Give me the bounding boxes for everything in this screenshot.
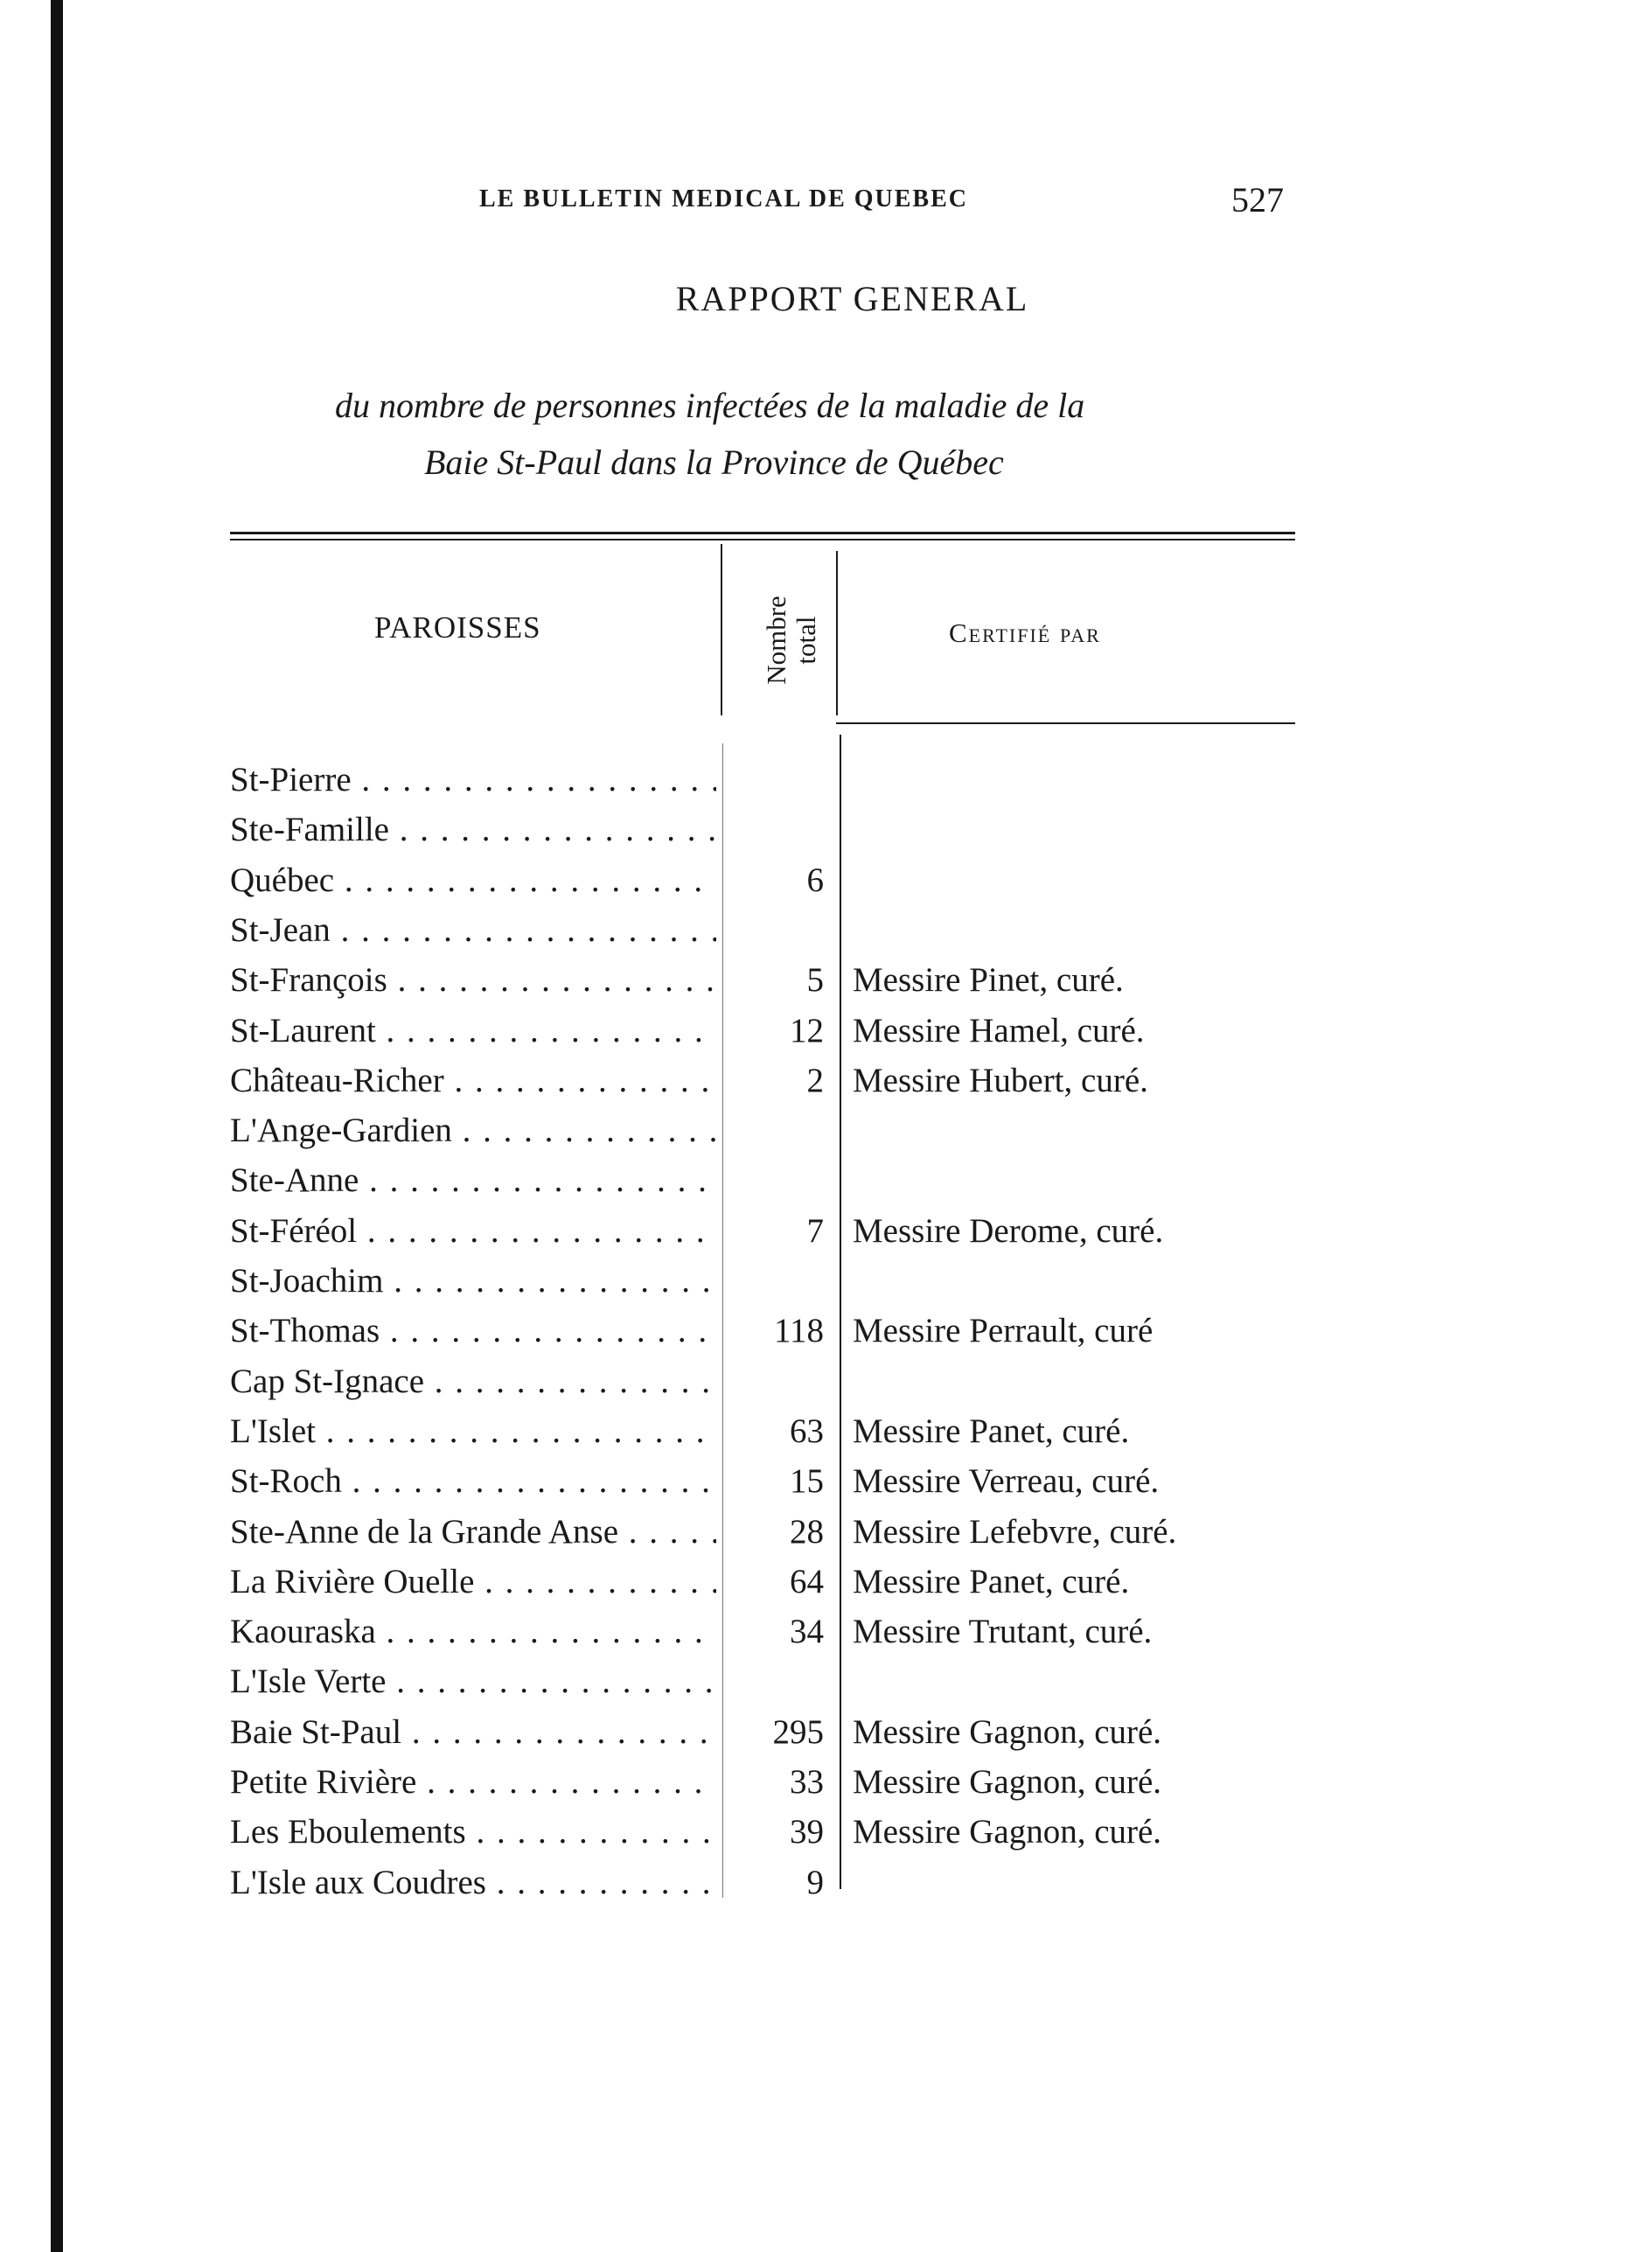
table-row (0, 856, 1652, 905)
infected-count: 33 (790, 1763, 824, 1801)
infected-count: 39 (790, 1813, 824, 1851)
parish-name: Les Eboulements . . . (230, 1808, 716, 1857)
table-row (0, 956, 1652, 1005)
header-bottom-rule (836, 722, 1295, 724)
table-row (0, 1457, 1652, 1506)
parish-name: Ste-Anne . . . (230, 1156, 716, 1205)
parish-name: St-Jean . . . (230, 906, 716, 955)
infected-count: 63 (790, 1412, 824, 1450)
parish-name: Kaouraska . . . (230, 1607, 716, 1656)
parish-name: St-Joachim . . . (230, 1257, 716, 1306)
table-row (0, 1307, 1652, 1356)
table-row (0, 805, 1652, 854)
table-row (0, 1558, 1652, 1607)
infected-count: 118 (773, 1312, 824, 1350)
certified-by: Messire Pinet, curé. (853, 961, 1124, 1000)
certified-by: Messire Perrault, curé (853, 1312, 1154, 1350)
certified-by: Messire Verreau, curé. (853, 1462, 1160, 1501)
page-number: 527 (1231, 180, 1284, 220)
parish-name: Québec . . . (230, 856, 716, 905)
infected-count: 6 (806, 861, 824, 899)
certified-by: Messire Derome, curé. (853, 1211, 1164, 1250)
table-top-rule-second (230, 539, 1295, 540)
certified-by: Messire Trutant, curé. (853, 1613, 1153, 1651)
parish-name: St-Féréol . . . (230, 1207, 716, 1256)
table-row (0, 1808, 1652, 1857)
infected-count: 28 (790, 1512, 824, 1551)
table-row (0, 1508, 1652, 1557)
running-title: LE BULLETIN MEDICAL DE QUEBEC (479, 185, 969, 213)
column-header-paroisses: PAROISSES (374, 610, 541, 645)
table-row (0, 1007, 1652, 1056)
certified-by: Messire Panet, curé. (853, 1412, 1130, 1450)
parish-name: L'Isle Verte . . . (230, 1657, 716, 1706)
certified-by: Messire Lefebvre, curé. (853, 1512, 1177, 1551)
table-row (0, 1657, 1652, 1706)
table-row (0, 1858, 1652, 1907)
infected-count: 9 (806, 1863, 824, 1901)
infected-count: 12 (790, 1011, 824, 1049)
parish-name: Petite Rivière . . . (230, 1758, 716, 1807)
column-divider-2 (836, 551, 838, 715)
parish-name: Château-Richer . . . (230, 1056, 716, 1105)
table-row (0, 1607, 1652, 1656)
table-row (0, 1407, 1652, 1456)
table-row (0, 906, 1652, 955)
certified-by: Messire Panet, curé. (853, 1562, 1130, 1600)
parish-name: St-Thomas . . . (230, 1307, 716, 1356)
certified-by: Messire Gagnon, curé. (853, 1813, 1162, 1851)
table-top-rule (230, 532, 1295, 534)
parish-name: Cap St-Ignace . . . (230, 1357, 716, 1406)
parish-name: St-Roch . . . (230, 1457, 716, 1506)
infected-count: 64 (790, 1562, 824, 1600)
certified-by: Messire Gagnon, curé. (853, 1763, 1162, 1801)
parish-name: L'Isle aux Coudres . . . (230, 1858, 716, 1907)
parish-name: St-Pierre . . . (230, 756, 716, 805)
infected-count: 2 (806, 1061, 824, 1099)
table-row (0, 1357, 1652, 1406)
parish-name: Ste-Anne de la Grande Anse . . . (230, 1508, 716, 1557)
report-subtitle-line-2: Baie St-Paul dans la Province de Québec (424, 443, 1004, 482)
parish-name: L'Ange-Gardien . . . (230, 1106, 716, 1155)
table-row (0, 1156, 1652, 1205)
table-row (0, 1758, 1652, 1807)
certified-by: Messire Hamel, curé. (853, 1011, 1145, 1049)
infected-count: 5 (806, 961, 824, 1000)
parish-name: St-Laurent . . . (230, 1007, 716, 1056)
infected-count: 7 (806, 1211, 824, 1250)
column-header-nombre-total: Nombre total (761, 596, 821, 685)
column-divider-1 (721, 544, 722, 715)
infected-count: 15 (790, 1462, 824, 1501)
table-row (0, 1056, 1652, 1105)
parish-name: Baie St-Paul . . . (230, 1708, 716, 1757)
parish-name: La Rivière Ouelle . . . (230, 1558, 716, 1607)
report-title: RAPPORT GENERAL (675, 279, 1029, 318)
table-row (0, 756, 1652, 805)
infected-count: 295 (772, 1712, 824, 1751)
parish-name: L'Islet . . . (230, 1407, 716, 1456)
parish-name: St-François . . . (230, 956, 716, 1005)
parish-name: Ste-Famille . . . (230, 805, 716, 854)
table-row (0, 1106, 1652, 1155)
table-row (0, 1257, 1652, 1306)
table-row (0, 1708, 1652, 1757)
table-row (0, 1207, 1652, 1256)
certified-by: Messire Hubert, curé. (853, 1061, 1148, 1099)
infected-count: 34 (790, 1613, 824, 1651)
column-header-certifie-par: Certifié par (949, 617, 1101, 648)
certified-by: Messire Gagnon, curé. (853, 1712, 1162, 1751)
report-subtitle-line-1: du nombre de personnes infectées de la maladie de la (335, 386, 1085, 425)
